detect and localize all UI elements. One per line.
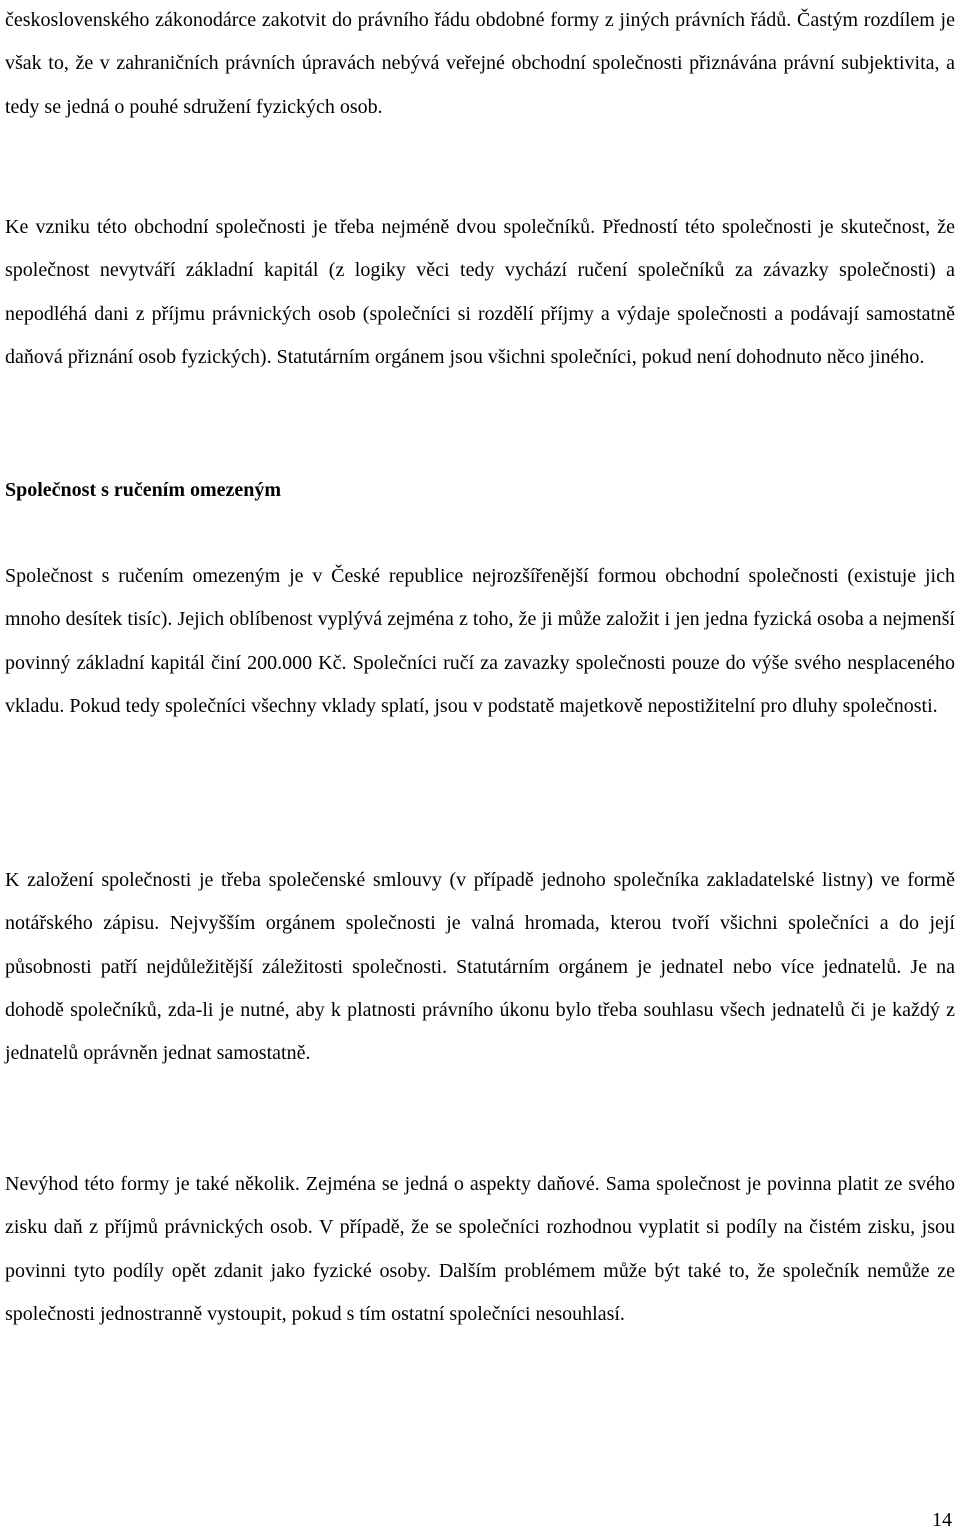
section-heading: Společnost s ručením omezeným — [5, 479, 282, 501]
paragraph-intro-continuation: československého zákonodárce zakotvit do právního řádu obdobné formy z jiných právních řádů. Častým rozdílem je však to, že v zahraničních právních úpravách nebývá veřejné obchodní společnosti přiznávána právní subjektivita, a tedy se jedná o pouhé sdružení fyzických osob. — [5, 9, 955, 118]
paragraph-sro-founding: K založení společnosti je třeba společenské smlouvy (v případě jednoho společníka zakladatelské listny) ve formě notářského zápisu. Nejvyšším orgánem společnosti je valná hromada, kterou tvoří všichni společníci a do její působnosti patří nejdůležitější záležitosti společnosti. Statutárním orgánem je jednatel nebo více jednatelů. Je na dohodě společníků, zda-li je nutné, aby k platnosti právního úkonu bylo třeba souhlasu všech jednatelů či je každý z jednatelů oprávněn jednat samostatně. — [5, 869, 955, 1065]
paragraph-sro-overview: Společnost s ručením omezeným je v České republice nejrozšířenější formou obchodní společnosti (existuje jich mnoho desítek tisíc). Jejich oblíbenost vyplývá zejména z toho, že ji může založit i jen jedna fyzická osoba a nejmenší povinný základní kapitál činí 200.000 Kč. Společníci ručí za zavazky společnosti pouze do výše svého nesplaceného vkladu. Pokud tedy společníci všechny vklady splatí, jsou v podstatě majetkově nepostižitelní pro dluhy společnosti. — [5, 565, 955, 717]
page-number: 14 — [932, 1509, 952, 1531]
paragraph-partnership-founding: Ke vzniku této obchodní společnosti je třeba nejméně dvou společníků. Předností této společnosti je skutečnost, že společnost nevytváří základní kapitál (z logiky věci tedy vychází ručení společníků za závazky společnosti) a nepodléhá dani z příjmu právnických osob (společníci si rozdělí příjmy a výdaje společnosti a podávají samostatně daňová přiznání osob fyzických). Statutárním orgánem jsou všichni společníci, pokud není dohodnuto něco jiného. — [5, 216, 955, 368]
paragraph-sro-disadvantages: Nevýhod této formy je také několik. Zejména se jedná o aspekty daňové. Sama společnost je povinna platit ze svého zisku daň z příjmů právnických osob. V případě, že se společníci rozhodnou vyplatit si podíly na čistém zisku, jsou povinni tyto podíly opět zdanit jako fyzické osoby. Dalším problémem může být také to, že společník nemůže ze společnosti jednostranně vystoupit, pokud s tím ostatní společníci nesouhlasí. — [5, 1173, 955, 1325]
